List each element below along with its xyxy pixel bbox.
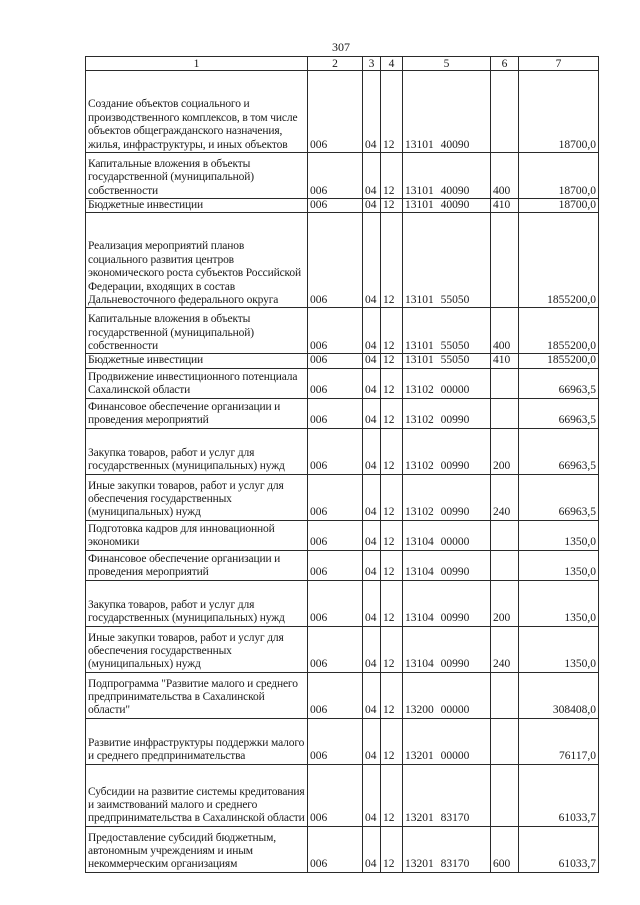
row-subsection-code-cell: 12 (381, 368, 403, 398)
table-row (86, 398, 599, 428)
row-section-code-cell: 04 (363, 580, 381, 626)
row-subsection-code-cell: 12 (381, 153, 403, 199)
row-amount-cell: 61033,7 (519, 826, 599, 872)
row-name-cell: Реализация мероприятий планов социального развития центров экономического роста субъектов Российской Федерации, входящих в состав Дальневосточного федерального округа (86, 213, 308, 308)
table-row (86, 550, 599, 580)
header-col-7: 7 (519, 57, 599, 71)
row-expense-type-cell (491, 520, 519, 550)
table-row (86, 826, 599, 872)
row-ministry-code-cell: 006 (308, 626, 363, 672)
row-subsection-code-cell: 12 (381, 474, 403, 520)
row-amount-cell: 18700,0 (519, 199, 599, 213)
row-subsection-code-cell: 12 (381, 308, 403, 354)
row-subsection-code-cell: 12 (381, 398, 403, 428)
row-subsection-code-cell: 12 (381, 672, 403, 718)
row-target-code-cell: 13102 00000 (403, 368, 491, 398)
row-amount-cell: 18700,0 (519, 71, 599, 153)
row-subsection-code-cell: 12 (381, 428, 403, 474)
row-expense-type-cell: 200 (491, 428, 519, 474)
row-target-code-cell: 13104 00990 (403, 580, 491, 626)
row-target-code-cell: 13104 00990 (403, 626, 491, 672)
header-col-1: 1 (86, 57, 308, 71)
table-row (86, 474, 599, 520)
row-section-code-cell: 04 (363, 520, 381, 550)
row-target-code-cell: 13101 40090 (403, 71, 491, 153)
row-name-cell: Закупка товаров, работ и услуг для государственных (муниципальных) нужд (86, 580, 308, 626)
row-amount-cell: 1350,0 (519, 626, 599, 672)
table-body (86, 71, 599, 873)
row-section-code-cell: 04 (363, 718, 381, 764)
table-row (86, 71, 599, 153)
row-target-code-cell: 13101 40090 (403, 199, 491, 213)
row-section-code-cell: 04 (363, 826, 381, 872)
header-col-2: 2 (308, 57, 363, 71)
row-ministry-code-cell: 006 (308, 550, 363, 580)
row-ministry-code-cell: 006 (308, 213, 363, 308)
row-expense-type-cell (491, 672, 519, 718)
row-name-cell: Подготовка кадров для инновационной экономики (86, 520, 308, 550)
row-target-code-cell: 13101 55050 (403, 213, 491, 308)
row-amount-cell: 66963,5 (519, 474, 599, 520)
row-expense-type-cell: 600 (491, 826, 519, 872)
row-name-cell: Предоставление субсидий бюджетным, автономным учреждениям и иным некоммерческим организациям (86, 826, 308, 872)
row-target-code-cell: 13104 00990 (403, 550, 491, 580)
table-row (86, 199, 599, 213)
budget-table (85, 56, 599, 873)
row-target-code-cell: 13201 00000 (403, 718, 491, 764)
row-subsection-code-cell: 12 (381, 520, 403, 550)
row-ministry-code-cell: 006 (308, 71, 363, 153)
row-name-cell: Подпрограмма "Развитие малого и среднего предпринимательства в Сахалинской области" (86, 672, 308, 718)
row-ministry-code-cell: 006 (308, 718, 363, 764)
row-section-code-cell: 04 (363, 308, 381, 354)
row-ministry-code-cell: 006 (308, 764, 363, 826)
row-target-code-cell: 13101 55050 (403, 308, 491, 354)
row-expense-type-cell (491, 368, 519, 398)
row-amount-cell: 1855200,0 (519, 308, 599, 354)
row-name-cell: Капитальные вложения в объекты государственной (муниципальной) собственности (86, 153, 308, 199)
row-expense-type-cell (491, 213, 519, 308)
row-section-code-cell: 04 (363, 626, 381, 672)
row-ministry-code-cell: 006 (308, 199, 363, 213)
table-header-row (86, 57, 599, 71)
row-section-code-cell: 04 (363, 550, 381, 580)
row-section-code-cell: 04 (363, 213, 381, 308)
header-col-6: 6 (491, 57, 519, 71)
row-subsection-code-cell: 12 (381, 626, 403, 672)
row-subsection-code-cell: 12 (381, 764, 403, 826)
page-number: 307 (332, 40, 350, 54)
row-name-cell: Закупка товаров, работ и услуг для государственных (муниципальных) нужд (86, 428, 308, 474)
row-section-code-cell: 04 (363, 199, 381, 213)
table-row (86, 213, 599, 308)
row-target-code-cell: 13201 83170 (403, 826, 491, 872)
row-expense-type-cell: 400 (491, 153, 519, 199)
row-subsection-code-cell: 12 (381, 71, 403, 153)
row-section-code-cell: 04 (363, 153, 381, 199)
row-target-code-cell: 13201 83170 (403, 764, 491, 826)
row-amount-cell: 1855200,0 (519, 213, 599, 308)
row-amount-cell: 1350,0 (519, 580, 599, 626)
row-target-code-cell: 13101 55050 (403, 354, 491, 368)
row-expense-type-cell: 400 (491, 308, 519, 354)
row-amount-cell: 1350,0 (519, 550, 599, 580)
row-name-cell: Капитальные вложения в объекты государственной (муниципальной) собственности (86, 308, 308, 354)
header-col-3: 3 (363, 57, 381, 71)
row-ministry-code-cell: 006 (308, 398, 363, 428)
row-amount-cell: 66963,5 (519, 398, 599, 428)
row-expense-type-cell: 240 (491, 474, 519, 520)
row-expense-type-cell (491, 398, 519, 428)
table-row (86, 580, 599, 626)
row-ministry-code-cell: 006 (308, 672, 363, 718)
row-section-code-cell: 04 (363, 474, 381, 520)
row-ministry-code-cell: 006 (308, 428, 363, 474)
row-ministry-code-cell: 006 (308, 153, 363, 199)
row-name-cell: Создание объектов социального и производственного комплексов, в том числе объектов общегражданского назначения, жилья, инфраструктуры, и иных объектов (86, 71, 308, 153)
table-row (86, 428, 599, 474)
row-target-code-cell: 13102 00990 (403, 398, 491, 428)
table-row (86, 718, 599, 764)
row-subsection-code-cell: 12 (381, 354, 403, 368)
row-target-code-cell: 13104 00000 (403, 520, 491, 550)
row-amount-cell: 66963,5 (519, 368, 599, 398)
row-section-code-cell: 04 (363, 368, 381, 398)
row-ministry-code-cell: 006 (308, 474, 363, 520)
table-row (86, 153, 599, 199)
row-subsection-code-cell: 12 (381, 550, 403, 580)
row-amount-cell: 76117,0 (519, 718, 599, 764)
row-target-code-cell: 13102 00990 (403, 428, 491, 474)
row-subsection-code-cell: 12 (381, 213, 403, 308)
row-amount-cell: 61033,7 (519, 764, 599, 826)
table-row (86, 308, 599, 354)
row-ministry-code-cell: 006 (308, 368, 363, 398)
table-row (86, 626, 599, 672)
row-amount-cell: 66963,5 (519, 428, 599, 474)
row-name-cell: Иные закупки товаров, работ и услуг для обеспечения государственных (муниципальных) нужд (86, 626, 308, 672)
row-expense-type-cell: 200 (491, 580, 519, 626)
row-amount-cell: 1350,0 (519, 520, 599, 550)
row-section-code-cell: 04 (363, 354, 381, 368)
row-expense-type-cell (491, 764, 519, 826)
row-section-code-cell: 04 (363, 398, 381, 428)
row-section-code-cell: 04 (363, 672, 381, 718)
row-section-code-cell: 04 (363, 428, 381, 474)
row-ministry-code-cell: 006 (308, 520, 363, 550)
row-ministry-code-cell: 006 (308, 826, 363, 872)
row-expense-type-cell (491, 550, 519, 580)
row-target-code-cell: 13101 40090 (403, 153, 491, 199)
row-amount-cell: 1855200,0 (519, 354, 599, 368)
row-expense-type-cell (491, 71, 519, 153)
row-subsection-code-cell: 12 (381, 580, 403, 626)
row-name-cell: Бюджетные инвестиции (86, 199, 308, 213)
row-section-code-cell: 04 (363, 71, 381, 153)
row-ministry-code-cell: 006 (308, 308, 363, 354)
row-subsection-code-cell: 12 (381, 826, 403, 872)
row-name-cell: Финансовое обеспечение организации и проведения мероприятий (86, 398, 308, 428)
row-subsection-code-cell: 12 (381, 718, 403, 764)
row-expense-type-cell (491, 718, 519, 764)
row-target-code-cell: 13102 00990 (403, 474, 491, 520)
row-name-cell: Финансовое обеспечение организации и проведения мероприятий (86, 550, 308, 580)
row-name-cell: Продвижение инвестиционного потенциала Сахалинской области (86, 368, 308, 398)
row-ministry-code-cell: 006 (308, 354, 363, 368)
header-col-5: 5 (403, 57, 491, 71)
row-amount-cell: 18700,0 (519, 153, 599, 199)
row-target-code-cell: 13200 00000 (403, 672, 491, 718)
row-expense-type-cell: 410 (491, 354, 519, 368)
table-row (86, 672, 599, 718)
row-ministry-code-cell: 006 (308, 580, 363, 626)
row-name-cell: Иные закупки товаров, работ и услуг для обеспечения государственных (муниципальных) нужд (86, 474, 308, 520)
table-row (86, 354, 599, 368)
table-row (86, 764, 599, 826)
table-row (86, 368, 599, 398)
row-amount-cell: 308408,0 (519, 672, 599, 718)
row-section-code-cell: 04 (363, 764, 381, 826)
row-name-cell: Субсидии на развитие системы кредитования и заимствований малого и среднего предпринимательства в Сахалинской области (86, 764, 308, 826)
header-col-4: 4 (381, 57, 403, 71)
table-row (86, 520, 599, 550)
row-name-cell: Развитие инфраструктуры поддержки малого и среднего предпринимательства (86, 718, 308, 764)
row-subsection-code-cell: 12 (381, 199, 403, 213)
row-expense-type-cell: 410 (491, 199, 519, 213)
row-name-cell: Бюджетные инвестиции (86, 354, 308, 368)
row-expense-type-cell: 240 (491, 626, 519, 672)
